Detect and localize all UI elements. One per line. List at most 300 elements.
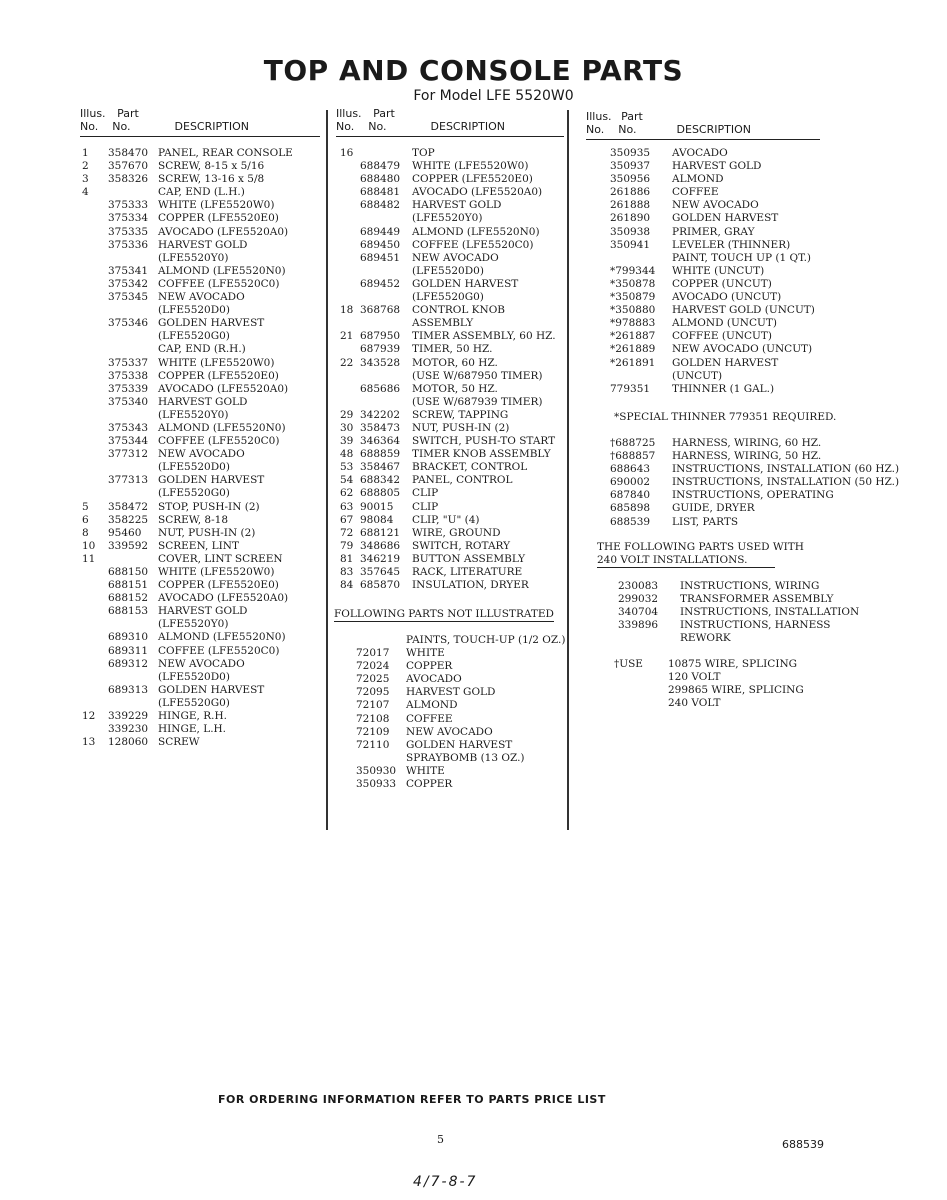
part-number: 689451 bbox=[360, 251, 401, 264]
part-row bbox=[340, 383, 556, 396]
part-number bbox=[108, 671, 158, 684]
part-row bbox=[340, 160, 556, 173]
part-row bbox=[340, 173, 556, 186]
part-description: COFFEE bbox=[406, 712, 453, 725]
part-description: ALMOND (LFE5520N0) bbox=[158, 421, 286, 434]
part-number: 688539 bbox=[610, 515, 651, 528]
part-row bbox=[82, 723, 293, 736]
illus-number bbox=[340, 713, 356, 726]
part-description: PAINTS, TOUCH-UP (1/2 OZ.) bbox=[406, 634, 566, 646]
part-number: 688151 bbox=[108, 579, 149, 592]
part-description: AVOCADO (LFE5520A0) bbox=[412, 186, 543, 199]
part-number: 689450 bbox=[360, 238, 401, 251]
part-number: *261891 bbox=[610, 356, 656, 369]
part-description: NEW AVOCADO (UNCUT) bbox=[672, 343, 813, 356]
part-description: WHITE bbox=[406, 764, 445, 777]
header-part: Part bbox=[621, 110, 643, 123]
part-row bbox=[82, 370, 293, 383]
illus-number bbox=[608, 632, 618, 645]
part-description: CLIP bbox=[412, 500, 439, 513]
part-row bbox=[82, 304, 293, 317]
header-part: Part bbox=[117, 107, 139, 120]
harness-instructions-list bbox=[600, 437, 899, 529]
part-number bbox=[108, 186, 158, 199]
illus-number bbox=[600, 343, 610, 356]
part-row bbox=[82, 212, 293, 225]
part-description: GUIDE, DRYER bbox=[672, 502, 755, 515]
illus-number: 67 bbox=[340, 513, 354, 526]
illus-number bbox=[340, 343, 360, 356]
part-description: COPPER bbox=[406, 660, 453, 673]
part-number: 688481 bbox=[360, 186, 401, 199]
column-header-1 bbox=[80, 107, 320, 137]
part-number bbox=[360, 147, 412, 160]
part-description: NEW AVOCADO bbox=[158, 448, 245, 461]
illus-number bbox=[600, 160, 610, 173]
part-row bbox=[82, 736, 293, 749]
part-description: (LFE5520D0) bbox=[158, 461, 230, 474]
part-description: SCREEN, LINT bbox=[158, 539, 239, 552]
part-row bbox=[82, 383, 293, 396]
part-description: (USE W/687939 TIMER) bbox=[412, 395, 543, 408]
part-row bbox=[82, 566, 293, 579]
part-description: CAP, END (R.H.) bbox=[158, 343, 246, 356]
part-number: 90015 bbox=[360, 500, 394, 513]
part-row bbox=[340, 265, 556, 278]
illus-number: 1 bbox=[82, 147, 89, 159]
illus-number bbox=[600, 317, 610, 330]
illus-number bbox=[600, 147, 610, 160]
part-description: (UNCUT) bbox=[672, 369, 723, 382]
part-row bbox=[82, 631, 293, 644]
header-description: DESCRIPTION bbox=[676, 123, 751, 136]
part-number: 689310 bbox=[108, 631, 149, 644]
part-row bbox=[340, 540, 556, 553]
illus-number bbox=[600, 291, 610, 304]
part-row bbox=[340, 435, 556, 448]
part-row bbox=[340, 752, 565, 765]
part-description: INSTRUCTIONS, OPERATING bbox=[672, 489, 834, 502]
part-description: GOLDEN HARVEST bbox=[672, 212, 779, 225]
part-row bbox=[340, 226, 556, 239]
part-description: AVOCADO (LFE5520A0) bbox=[158, 225, 289, 238]
part-description: TIMER KNOB ASSEMBLY bbox=[412, 448, 551, 461]
illus-number bbox=[82, 370, 108, 383]
illus-number bbox=[82, 396, 108, 409]
part-row bbox=[600, 476, 899, 489]
part-number: 689449 bbox=[360, 225, 401, 238]
illus-number bbox=[82, 723, 108, 736]
part-number: *350878 bbox=[610, 277, 656, 290]
part-description: COPPER (LFE5520E0) bbox=[158, 369, 279, 382]
part-description: SCREW, 8-18 bbox=[158, 513, 229, 526]
part-number: 339592 bbox=[108, 539, 149, 552]
part-row bbox=[340, 579, 556, 592]
parts-list-column-2 bbox=[340, 147, 556, 592]
part-number: 342202 bbox=[360, 408, 401, 421]
part-number: 377313 bbox=[108, 474, 149, 487]
part-number: 230083 bbox=[618, 580, 659, 592]
illus-number: 39 bbox=[340, 435, 354, 448]
part-row bbox=[340, 765, 565, 778]
part-description: (LFE5520G0) bbox=[412, 291, 484, 304]
illus-number bbox=[82, 278, 108, 291]
part-row bbox=[340, 448, 556, 461]
part-row bbox=[340, 409, 556, 422]
header-illus: Illus. bbox=[336, 107, 362, 120]
part-number: 375343 bbox=[108, 421, 149, 434]
part-number: 688152 bbox=[108, 592, 149, 605]
part-row bbox=[600, 239, 815, 252]
illus-number bbox=[608, 606, 618, 619]
illus-number bbox=[82, 330, 108, 343]
illus-number: 22 bbox=[340, 356, 354, 369]
part-row bbox=[82, 396, 293, 409]
part-description: COFFEE (UNCUT) bbox=[672, 330, 772, 343]
part-description: NUT, PUSH-IN (2) bbox=[158, 526, 256, 539]
part-row bbox=[82, 252, 293, 265]
part-row bbox=[82, 147, 293, 160]
illus-number bbox=[340, 278, 360, 291]
part-number: *261887 bbox=[610, 330, 656, 343]
header-no: No. bbox=[112, 120, 131, 133]
part-description: (LFE5520G0) bbox=[158, 487, 230, 500]
part-row bbox=[82, 553, 293, 566]
part-description: SPRAYBOMB (13 OZ.) bbox=[406, 751, 525, 764]
illus-number bbox=[82, 579, 108, 592]
part-number: 375341 bbox=[108, 264, 149, 277]
illus-number bbox=[82, 645, 108, 658]
part-description: BUTTON ASSEMBLY bbox=[412, 552, 526, 565]
part-description: TRANSFORMER ASSEMBLY bbox=[680, 593, 834, 606]
part-number: 375333 bbox=[108, 199, 149, 212]
part-number: 688150 bbox=[108, 566, 149, 578]
part-row bbox=[340, 514, 556, 527]
illus-number bbox=[340, 634, 356, 647]
illus-number bbox=[82, 461, 108, 474]
part-row bbox=[608, 632, 859, 645]
illus-number bbox=[604, 658, 614, 671]
header-no: No. bbox=[336, 120, 355, 133]
part-row bbox=[600, 450, 899, 463]
illus-number: 53 bbox=[340, 461, 354, 474]
part-description: HARVEST GOLD bbox=[412, 199, 502, 212]
part-description: INSTRUCTIONS, INSTALLATION bbox=[680, 606, 860, 619]
illus-number: 18 bbox=[340, 304, 354, 317]
part-description: INSTRUCTIONS, WIRING bbox=[680, 580, 820, 592]
part-number bbox=[618, 632, 680, 645]
part-number bbox=[360, 370, 412, 383]
part-row bbox=[82, 671, 293, 684]
part-number bbox=[108, 252, 158, 265]
part-number: 72017 bbox=[356, 647, 390, 660]
part-row bbox=[600, 357, 815, 370]
part-number: †688857 bbox=[610, 450, 656, 463]
part-description: GOLDEN HARVEST bbox=[406, 738, 513, 751]
part-row bbox=[340, 726, 565, 739]
part-description: MOTOR, 50 HZ. bbox=[412, 382, 498, 395]
part-description: STOP, PUSH-IN (2) bbox=[158, 500, 260, 513]
part-number: 687840 bbox=[610, 489, 651, 502]
illus-number: 72 bbox=[340, 526, 354, 539]
part-number: 375346 bbox=[108, 317, 149, 330]
illus-number bbox=[600, 502, 610, 515]
part-description: HARVEST GOLD bbox=[672, 160, 762, 173]
part-row bbox=[82, 291, 293, 304]
part-description: (LFE5520Y0) bbox=[412, 212, 483, 225]
illus-number bbox=[600, 173, 610, 186]
part-description: LEVELER (THINNER) bbox=[672, 238, 791, 251]
not-illustrated-heading bbox=[334, 608, 554, 622]
part-row bbox=[600, 330, 815, 343]
part-row bbox=[340, 713, 565, 726]
part-row bbox=[82, 540, 293, 553]
part-number: *799344 bbox=[610, 264, 656, 277]
illus-number bbox=[82, 631, 108, 644]
part-number: 346219 bbox=[360, 552, 401, 565]
part-row bbox=[340, 291, 556, 304]
illus-number bbox=[600, 450, 610, 463]
part-number: 687950 bbox=[360, 330, 401, 343]
illus-number bbox=[82, 343, 108, 356]
part-row bbox=[600, 343, 815, 356]
illus-number bbox=[340, 396, 360, 409]
part-number: 350956 bbox=[610, 173, 651, 186]
part-number bbox=[108, 409, 158, 422]
illus-number bbox=[340, 252, 360, 265]
illus-number bbox=[340, 199, 360, 212]
part-number: 72107 bbox=[356, 699, 390, 712]
part-row bbox=[82, 487, 293, 500]
part-number: 685686 bbox=[360, 382, 401, 395]
part-row bbox=[600, 383, 815, 396]
illus-number bbox=[600, 278, 610, 291]
part-number bbox=[614, 697, 668, 710]
part-row bbox=[82, 422, 293, 435]
part-number: 358326 bbox=[108, 173, 149, 186]
part-row bbox=[340, 186, 556, 199]
part-number: 72108 bbox=[356, 712, 390, 725]
part-row bbox=[340, 673, 565, 686]
illus-number: 16 bbox=[340, 147, 354, 159]
part-description: (LFE5520G0) bbox=[158, 330, 230, 343]
part-row bbox=[340, 461, 556, 474]
part-number: 689452 bbox=[360, 277, 401, 290]
part-number: 343528 bbox=[360, 356, 401, 369]
ordering-info: FOR ORDERING INFORMATION REFER TO PARTS PRICE LIST bbox=[218, 1093, 606, 1106]
part-row bbox=[340, 778, 565, 791]
part-number: 688482 bbox=[360, 199, 401, 212]
part-description: NEW AVOCADO bbox=[672, 199, 759, 212]
illus-number: 83 bbox=[340, 566, 354, 578]
part-description: INSTRUCTIONS, HARNESS bbox=[680, 619, 831, 632]
part-description: WHITE (LFE5520W0) bbox=[158, 356, 275, 369]
part-number bbox=[614, 671, 668, 684]
part-row bbox=[82, 343, 293, 356]
part-description: ALMOND bbox=[406, 699, 458, 712]
part-description: GOLDEN HARVEST bbox=[158, 474, 265, 487]
illus-number bbox=[600, 383, 610, 396]
part-description: HARVEST GOLD bbox=[158, 238, 248, 251]
illus-number bbox=[600, 252, 610, 265]
splicing-wire-list bbox=[604, 658, 804, 710]
part-description: 240 VOLT bbox=[668, 697, 721, 710]
header-part: Part bbox=[373, 107, 395, 120]
illus-number: 81 bbox=[340, 552, 354, 565]
part-description: WHITE (UNCUT) bbox=[672, 264, 765, 277]
part-number: 128060 bbox=[108, 736, 149, 749]
part-description: HINGE, R.H. bbox=[158, 710, 227, 723]
illus-number bbox=[82, 265, 108, 278]
part-description: ALMOND bbox=[672, 173, 724, 186]
illus-number bbox=[600, 489, 610, 502]
part-row bbox=[340, 239, 556, 252]
part-description: (LFE5520D0) bbox=[412, 264, 484, 277]
part-description: HARVEST GOLD bbox=[158, 605, 248, 618]
illus-number bbox=[340, 291, 360, 304]
part-number: 688805 bbox=[360, 487, 401, 500]
part-description: GOLDEN HARVEST bbox=[158, 683, 265, 696]
illus-number bbox=[340, 699, 356, 712]
part-number: 688643 bbox=[610, 463, 651, 476]
part-row bbox=[340, 343, 556, 356]
illus-number: 62 bbox=[340, 487, 354, 500]
part-row bbox=[82, 501, 293, 514]
illus-number bbox=[82, 448, 108, 461]
part-description: CONTROL KNOB bbox=[412, 304, 506, 317]
not-illustrated-heading-text: FOLLOWING PARTS NOT ILLUSTRATED bbox=[334, 608, 554, 622]
illus-number: 79 bbox=[340, 539, 354, 552]
part-number: 688153 bbox=[108, 605, 149, 618]
part-number: †688725 bbox=[610, 437, 656, 449]
part-row bbox=[82, 330, 293, 343]
illus-number bbox=[340, 673, 356, 686]
part-number bbox=[108, 330, 158, 343]
part-row bbox=[604, 658, 804, 671]
illus-number bbox=[340, 686, 356, 699]
illus-number: 8 bbox=[82, 526, 89, 539]
part-description: MOTOR, 60 HZ. bbox=[412, 356, 498, 369]
part-description: PANEL, CONTROL bbox=[412, 474, 513, 487]
part-description: THINNER (1 GAL.) bbox=[672, 382, 775, 395]
illus-number bbox=[604, 671, 614, 684]
part-description: COPPER (LFE5520E0) bbox=[158, 212, 279, 225]
part-number: 350935 bbox=[610, 147, 651, 159]
part-row bbox=[608, 619, 859, 632]
part-row bbox=[340, 553, 556, 566]
part-description: LIST, PARTS bbox=[672, 515, 739, 528]
illus-number bbox=[82, 239, 108, 252]
illus-number bbox=[82, 618, 108, 631]
part-row bbox=[600, 304, 815, 317]
part-number: 375337 bbox=[108, 356, 149, 369]
part-row bbox=[340, 699, 565, 712]
part-number: 72025 bbox=[356, 673, 390, 686]
part-number: 688859 bbox=[360, 448, 401, 461]
illus-number bbox=[340, 370, 360, 383]
part-description: GOLDEN HARVEST bbox=[672, 356, 779, 369]
part-number: 685898 bbox=[610, 502, 651, 515]
part-number: 72095 bbox=[356, 686, 390, 699]
part-description: ASSEMBLY bbox=[412, 317, 474, 330]
part-description: INSTRUCTIONS, INSTALLATION (60 HZ.) bbox=[672, 463, 900, 476]
part-row bbox=[82, 265, 293, 278]
illus-number: 29 bbox=[340, 408, 354, 421]
part-row bbox=[608, 606, 859, 619]
part-number: 375334 bbox=[108, 212, 149, 225]
part-description: ALMOND (LFE5520N0) bbox=[158, 631, 286, 644]
240-volt-heading-line: 240 VOLT INSTALLATIONS. bbox=[597, 554, 775, 568]
part-row bbox=[340, 686, 565, 699]
part-description: COFFEE (LFE5520C0) bbox=[158, 277, 280, 290]
illus-number bbox=[340, 239, 360, 252]
part-row bbox=[608, 580, 859, 593]
part-description: CLIP, "U" (4) bbox=[412, 513, 480, 526]
illus-number bbox=[82, 435, 108, 448]
part-description: AVOCADO (LFE5520A0) bbox=[158, 382, 289, 395]
part-number: 375342 bbox=[108, 277, 149, 290]
part-description: SCREW bbox=[158, 736, 200, 749]
illus-number bbox=[608, 593, 618, 606]
part-row bbox=[340, 396, 556, 409]
part-row bbox=[82, 239, 293, 252]
part-number: 261890 bbox=[610, 212, 651, 225]
parts-list-column-3 bbox=[600, 147, 815, 396]
part-number: 375340 bbox=[108, 395, 149, 408]
part-row bbox=[340, 317, 556, 330]
illus-number: 54 bbox=[340, 474, 354, 487]
part-number bbox=[108, 553, 158, 566]
part-row bbox=[340, 147, 556, 160]
part-row bbox=[340, 252, 556, 265]
illus-number bbox=[600, 357, 610, 370]
special-thinner-note: *SPECIAL THINNER 779351 REQUIRED. bbox=[614, 411, 837, 423]
part-description: NEW AVOCADO bbox=[406, 725, 493, 738]
part-row bbox=[600, 489, 899, 502]
illus-number: 2 bbox=[82, 160, 89, 173]
part-row bbox=[340, 422, 556, 435]
illus-number bbox=[600, 437, 610, 450]
part-row bbox=[82, 618, 293, 631]
illus-number bbox=[600, 239, 610, 252]
part-number: 689311 bbox=[108, 644, 149, 657]
header-description: DESCRIPTION bbox=[174, 120, 249, 133]
illus-number bbox=[82, 304, 108, 317]
part-number: *350879 bbox=[610, 291, 656, 304]
part-number: *261889 bbox=[610, 343, 656, 356]
illus-number bbox=[82, 199, 108, 212]
part-row bbox=[340, 501, 556, 514]
part-row bbox=[340, 739, 565, 752]
part-number: 339896 bbox=[618, 619, 659, 632]
part-description: PANEL, REAR CONSOLE bbox=[158, 147, 293, 159]
part-description: (LFE5520Y0) bbox=[158, 408, 229, 421]
part-row bbox=[82, 592, 293, 605]
part-number: 346364 bbox=[360, 435, 401, 448]
illus-number bbox=[82, 658, 108, 671]
part-number: *978883 bbox=[610, 317, 656, 330]
part-description: AVOCADO bbox=[672, 147, 728, 159]
illus-number bbox=[600, 516, 610, 529]
part-row bbox=[82, 514, 293, 527]
part-row bbox=[340, 527, 556, 540]
illus-number bbox=[340, 226, 360, 239]
part-number bbox=[356, 634, 406, 647]
part-description: COPPER bbox=[406, 778, 453, 791]
part-description: COFFEE (LFE5520C0) bbox=[158, 435, 280, 448]
illus-number bbox=[608, 619, 618, 632]
part-row bbox=[82, 435, 293, 448]
